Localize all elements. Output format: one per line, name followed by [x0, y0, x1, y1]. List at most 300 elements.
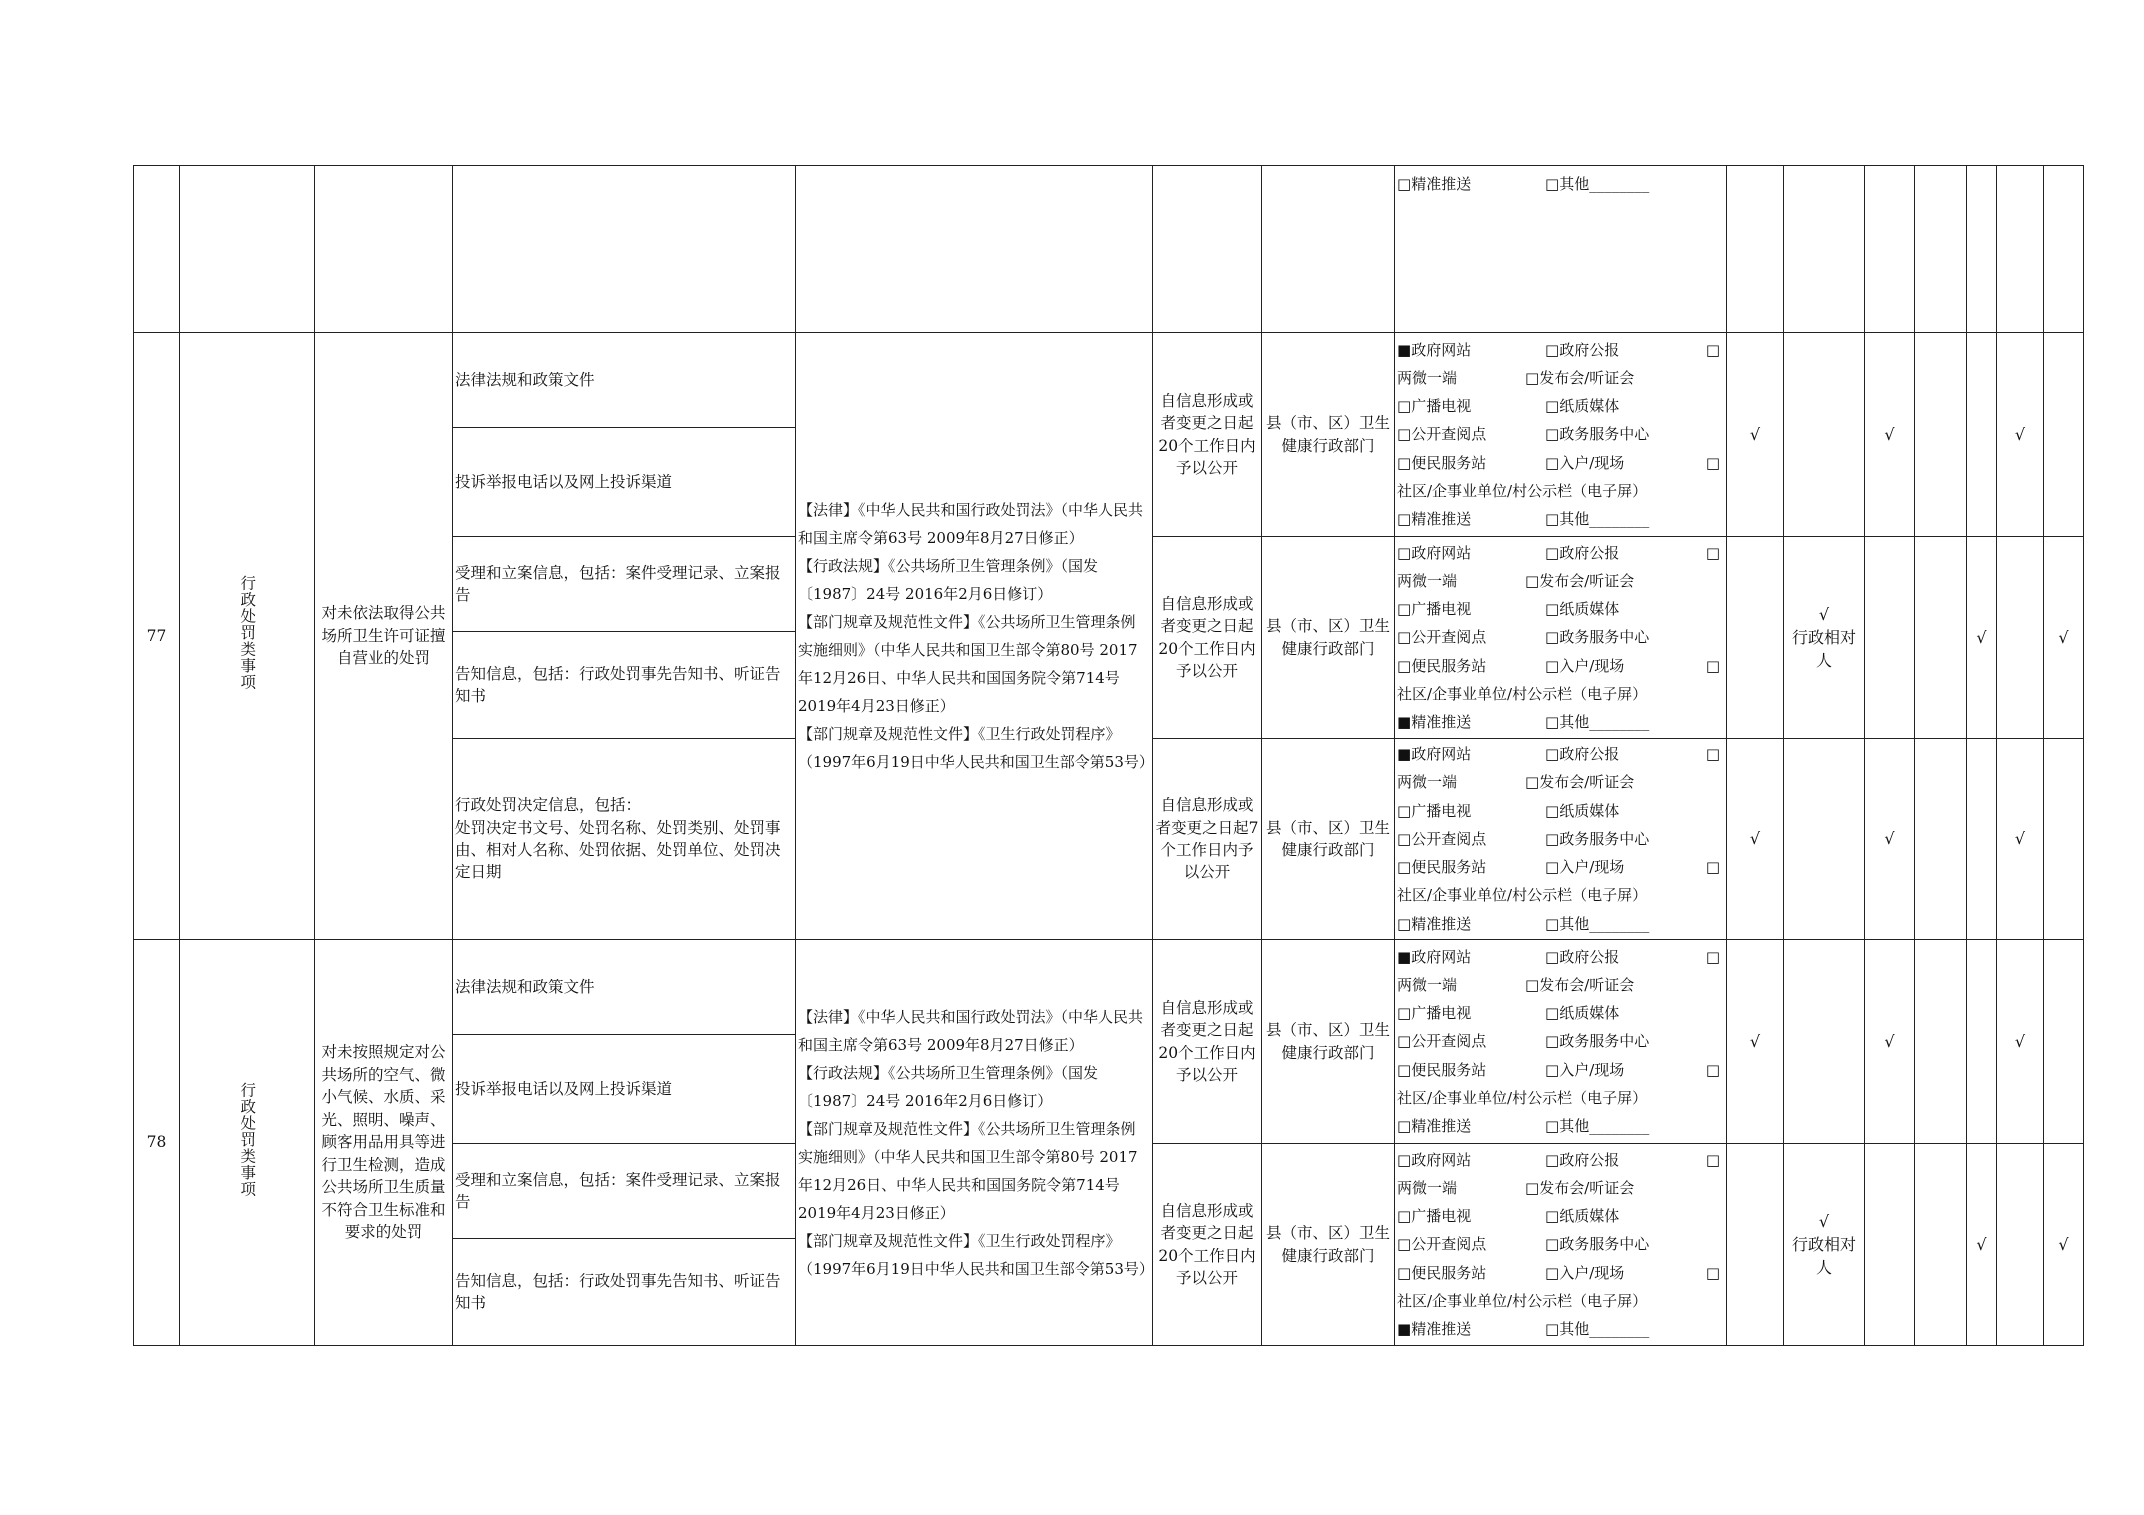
channel-label: 政府公报	[1559, 340, 1620, 359]
channel-label: 精准推送	[1411, 510, 1472, 528]
channel-community	[1397, 1287, 1724, 1315]
channel-label: 社区/企事业单位/村公示栏（电子屏）	[1397, 481, 1648, 500]
channel-label: 精准推送	[1411, 1320, 1472, 1338]
check-cell	[1865, 537, 1915, 739]
checkbox-icon	[1704, 1259, 1724, 1287]
table-row	[134, 166, 2084, 333]
check-mark: √	[1818, 604, 1830, 624]
channel-door_to_door	[1545, 652, 1704, 680]
channel-line	[1397, 1287, 1724, 1315]
check-cell: √	[1997, 940, 2044, 1144]
checkbox-icon: □	[1397, 829, 1412, 848]
channel-label: 政务服务中心	[1559, 1032, 1650, 1051]
channel-label: 发布会/听证会	[1539, 368, 1635, 387]
channel-line	[1397, 364, 1724, 392]
checkbox-icon: □	[1397, 397, 1412, 416]
content-item: 法律法规和政策文件	[453, 333, 796, 428]
channel-label: 政府公报	[1559, 745, 1620, 764]
channel-label: 精准推送	[1411, 713, 1472, 731]
channel-label: 其他________	[1559, 510, 1650, 528]
channel-label: 社区/企事业单位/村公示栏（电子屏）	[1397, 1088, 1648, 1107]
checkbox-icon: □	[1705, 947, 1720, 966]
channel-line	[1397, 881, 1724, 909]
empty-cell	[2044, 166, 2084, 333]
checkbox-icon: □	[1705, 543, 1720, 562]
channel-line	[1397, 336, 1724, 364]
channel-convenience	[1397, 1259, 1545, 1287]
empty-cell	[1915, 166, 1967, 333]
channel-paper_media	[1545, 1202, 1724, 1230]
content-item: 告知信息，包括：行政处罚事先告知书、听证告知书	[453, 1239, 796, 1346]
check-cell	[1915, 333, 1967, 537]
check-cell	[2044, 333, 2084, 537]
check-cell	[1727, 537, 1784, 739]
disclosure-timeline: 自信息形成或者变更之日起20个工作日内予以公开	[1153, 940, 1262, 1144]
channel-line	[1397, 910, 1724, 938]
channel-label: 政府公报	[1559, 1150, 1620, 1169]
check-cell	[1967, 333, 1997, 537]
empty-cell	[1997, 166, 2044, 333]
checkbox-icon: □	[1397, 1060, 1412, 1079]
channel-paper_media	[1545, 999, 1724, 1027]
check-cell	[1784, 739, 1865, 940]
checkbox-icon: □	[1545, 425, 1560, 444]
channel-gov_gazette	[1545, 1146, 1704, 1174]
channel-line	[1397, 539, 1724, 567]
channel-label: 公开查阅点	[1411, 829, 1487, 848]
channel-two_micro	[1397, 768, 1457, 796]
channel-door_to_door	[1545, 1056, 1704, 1084]
channels-cell	[1395, 1144, 1727, 1346]
disclosure-table	[133, 165, 2084, 1346]
checkbox-icon: □	[1545, 543, 1560, 562]
checkbox-icon: □	[1545, 914, 1560, 933]
checkbox-icon: □	[1705, 1263, 1720, 1282]
channel-precise_push	[1397, 708, 1545, 736]
channel-line	[1397, 1230, 1724, 1258]
check-cell	[1865, 1144, 1915, 1346]
channel-label: 政府网站	[1411, 340, 1472, 359]
channel-label: 其他________	[1559, 1117, 1650, 1135]
channel-line	[1397, 1202, 1724, 1230]
check-cell: √	[1865, 739, 1915, 940]
channel-label: 政府网站	[1411, 947, 1472, 966]
channel-line	[1397, 999, 1724, 1027]
channel-hearing	[1525, 1174, 1634, 1202]
channel-label: 社区/企事业单位/村公示栏（电子屏）	[1397, 1291, 1648, 1310]
empty-cell	[1784, 166, 1865, 333]
channel-other	[1545, 505, 1724, 533]
channel-label: 便民服务站	[1411, 453, 1487, 472]
checkbox-icon: □	[1397, 1207, 1412, 1226]
check-cell	[1915, 537, 1967, 739]
channel-label: 公开查阅点	[1411, 1235, 1487, 1254]
check-cell: √	[1967, 1144, 1997, 1346]
checkbox-icon: □	[1397, 453, 1412, 472]
check-cell: √	[1865, 333, 1915, 537]
channel-line	[1397, 853, 1724, 881]
checkbox-icon: □	[1397, 1117, 1412, 1135]
checkbox-icon: □	[1545, 1032, 1560, 1051]
channel-gov_gazette	[1545, 943, 1704, 971]
channel-line	[1397, 1027, 1724, 1055]
channels-cell	[1395, 537, 1727, 739]
checkbox-icon: □	[1545, 829, 1560, 848]
channel-line	[1397, 943, 1724, 971]
checkbox-icon: □	[1705, 656, 1720, 675]
channel-label: 发布会/听证会	[1539, 773, 1635, 792]
channel-label: 精准推送	[1411, 175, 1472, 193]
disclosure-timeline: 自信息形成或者变更之日起20个工作日内予以公开	[1153, 1144, 1262, 1346]
channel-broadcast	[1397, 392, 1545, 420]
checkbox-icon: □	[1545, 1235, 1560, 1254]
empty-cell	[1727, 166, 1784, 333]
channel-line	[1397, 1146, 1724, 1174]
matter-name: 对未按照规定对公共场所的空气、微小气候、水质、采光、照明、噪声、顾客用品用具等进行卫生检测，造成公共场所卫生质量不符合卫生标准和要求的处罚	[315, 940, 453, 1346]
channel-other	[1545, 170, 1724, 198]
content-item: 告知信息，包括：行政处罚事先告知书、听证告知书	[453, 632, 796, 739]
checkbox-icon: ■	[1397, 340, 1412, 359]
channel-community	[1397, 477, 1724, 505]
channel-label: 其他________	[1559, 713, 1650, 731]
check-cell: √	[1997, 739, 2044, 940]
channel-service_center	[1545, 1230, 1724, 1258]
channel-gov_site	[1397, 539, 1545, 567]
channel-label: 便民服务站	[1411, 1263, 1487, 1282]
channels-cell	[1395, 739, 1727, 940]
empty-cell	[1153, 166, 1262, 333]
channel-gov_site	[1397, 336, 1545, 364]
disclosure-subject: 县（市、区）卫生健康行政部门	[1262, 739, 1395, 940]
channel-line	[1397, 505, 1724, 533]
empty-cell	[796, 166, 1153, 333]
channel-label: 社区/企事业单位/村公示栏（电子屏）	[1397, 684, 1648, 703]
channel-label: 社区/企事业单位/村公示栏（电子屏）	[1397, 886, 1648, 905]
channel-line	[1397, 623, 1724, 651]
channel-label: 两微一端	[1397, 773, 1458, 792]
channel-line	[1397, 595, 1724, 623]
channel-line	[1397, 971, 1724, 999]
empty-cell	[1262, 166, 1395, 333]
checkbox-icon	[1704, 1146, 1724, 1174]
channel-label: 纸质媒体	[1559, 600, 1620, 619]
table-row	[134, 333, 2084, 428]
channel-public_review	[1397, 825, 1545, 853]
disclosure-timeline: 自信息形成或者变更之日起20个工作日内予以公开	[1153, 333, 1262, 537]
checkbox-icon: □	[1525, 975, 1540, 994]
channel-label: 两微一端	[1397, 571, 1458, 590]
channel-community	[1397, 1084, 1724, 1112]
check-cell	[1997, 537, 2044, 739]
channel-label: 广播电视	[1411, 801, 1472, 820]
checkbox-icon	[1704, 943, 1724, 971]
channel-door_to_door	[1545, 449, 1704, 477]
checkbox-icon: □	[1545, 1263, 1560, 1282]
channel-precise_push	[1397, 1315, 1545, 1343]
checkbox-icon	[1704, 1056, 1724, 1084]
channel-hearing	[1525, 364, 1634, 392]
disclosure-subject: 县（市、区）卫生健康行政部门	[1262, 1144, 1395, 1346]
checkbox-icon: □	[1545, 1320, 1560, 1338]
empty-cell	[134, 166, 180, 333]
check-cell	[1915, 940, 1967, 1144]
checkbox-icon: □	[1397, 425, 1412, 444]
channel-label: 政务服务中心	[1559, 1235, 1650, 1254]
checkbox-icon: □	[1545, 713, 1560, 731]
channel-label: 纸质媒体	[1559, 801, 1620, 820]
checkbox-icon: □	[1545, 628, 1560, 647]
disclosure-timeline: 自信息形成或者变更之日起7个工作日内予以公开	[1153, 739, 1262, 940]
checkbox-icon: □	[1545, 656, 1560, 675]
channel-line	[1397, 170, 1724, 198]
matter-name: 对未依法取得公共场所卫生许可证擅自营业的处罚	[315, 333, 453, 940]
channel-other	[1545, 1112, 1724, 1140]
channel-label: 其他________	[1559, 175, 1650, 193]
disclosure-timeline: 自信息形成或者变更之日起20个工作日内予以公开	[1153, 537, 1262, 739]
channel-line	[1397, 797, 1724, 825]
channel-label: 广播电视	[1411, 397, 1472, 416]
channel-paper_media	[1545, 392, 1724, 420]
checkbox-icon: □	[1525, 773, 1540, 792]
channel-gov_site	[1397, 740, 1545, 768]
channel-line	[1397, 708, 1724, 736]
channel-label: 便民服务站	[1411, 1060, 1487, 1079]
row-number: 77	[134, 333, 180, 940]
channel-label: 入户/现场	[1559, 453, 1625, 472]
checkbox-icon: □	[1397, 858, 1412, 877]
channel-gov_gazette	[1545, 336, 1704, 364]
channel-line	[1397, 680, 1724, 708]
checkbox-icon: □	[1397, 1235, 1412, 1254]
content-item: 法律法规和政策文件	[453, 940, 796, 1035]
channel-line	[1397, 1112, 1724, 1140]
channel-public_review	[1397, 1230, 1545, 1258]
check-cell	[1915, 739, 1967, 940]
row-number: 78	[134, 940, 180, 1346]
checkbox-icon: □	[1397, 914, 1412, 933]
channel-gov_site	[1397, 943, 1545, 971]
checkbox-icon: □	[1545, 1117, 1560, 1135]
checkbox-icon: □	[1545, 1004, 1560, 1023]
channel-line	[1397, 567, 1724, 595]
scope-label: 行政相对人	[1791, 1234, 1856, 1278]
channel-broadcast	[1397, 999, 1545, 1027]
checkbox-icon: □	[1545, 175, 1560, 193]
channel-label: 两微一端	[1397, 975, 1458, 994]
channel-line	[1397, 652, 1724, 680]
checkbox-icon: □	[1525, 1178, 1540, 1197]
channel-label: 入户/现场	[1559, 656, 1625, 675]
channel-line	[1397, 768, 1724, 796]
disclosure-subject: 县（市、区）卫生健康行政部门	[1262, 940, 1395, 1144]
channel-label: 公开查阅点	[1411, 628, 1487, 647]
channel-label: 发布会/听证会	[1539, 975, 1635, 994]
channel-label: 其他________	[1559, 1320, 1650, 1338]
disclosure-subject: 县（市、区）卫生健康行政部门	[1262, 333, 1395, 537]
check-cell: √	[1727, 739, 1784, 940]
channel-hearing	[1525, 768, 1634, 796]
channel-precise_push	[1397, 505, 1545, 533]
checkbox-icon: □	[1705, 1060, 1720, 1079]
channels-cell	[1395, 166, 1727, 333]
checkbox-icon: □	[1397, 1263, 1412, 1282]
channel-precise_push	[1397, 170, 1545, 198]
check-cell: √	[2044, 537, 2084, 739]
channel-label: 政务服务中心	[1559, 829, 1650, 848]
channel-line	[1397, 420, 1724, 448]
channel-label: 政务服务中心	[1559, 628, 1650, 647]
channel-convenience	[1397, 449, 1545, 477]
check-cell	[1784, 940, 1865, 1144]
channel-two_micro	[1397, 567, 1457, 595]
channel-paper_media	[1545, 797, 1724, 825]
check-cell	[1784, 537, 1865, 739]
checkbox-icon: □	[1397, 175, 1412, 193]
channel-service_center	[1545, 420, 1724, 448]
checkbox-icon: ■	[1397, 713, 1412, 731]
checkbox-icon: □	[1545, 1060, 1560, 1079]
checkbox-icon: □	[1705, 453, 1720, 472]
checkbox-icon	[1704, 449, 1724, 477]
channel-label: 政府网站	[1411, 543, 1472, 562]
category-cell	[180, 333, 315, 940]
empty-cell	[180, 166, 315, 333]
checkbox-icon: □	[1545, 801, 1560, 820]
disclosure-subject: 县（市、区）卫生健康行政部门	[1262, 537, 1395, 739]
channel-label: 精准推送	[1411, 914, 1472, 933]
channel-label: 两微一端	[1397, 368, 1458, 387]
channel-line	[1397, 1259, 1724, 1287]
check-cell: √	[1967, 537, 1997, 739]
checkbox-icon: □	[1705, 340, 1720, 359]
check-cell: √	[1727, 333, 1784, 537]
channel-label: 便民服务站	[1411, 656, 1487, 675]
channel-label: 政务服务中心	[1559, 425, 1650, 444]
content-item: 受理和立案信息，包括：案件受理记录、立案报告	[453, 537, 796, 632]
content-item: 行政处罚决定信息，包括： 处罚决定书文号、处罚名称、处罚类别、处罚事由、相对人名称、处罚依据、处罚单位、处罚决定日期	[453, 739, 796, 940]
checkbox-icon: ■	[1397, 745, 1412, 764]
category-cell	[180, 940, 315, 1346]
channel-community	[1397, 881, 1724, 909]
channel-door_to_door	[1545, 853, 1704, 881]
check-cell: √	[1865, 940, 1915, 1144]
checkbox-icon: □	[1397, 600, 1412, 619]
checkbox-icon: □	[1397, 1150, 1412, 1169]
channel-label: 广播电视	[1411, 1207, 1472, 1226]
checkbox-icon: □	[1705, 1150, 1720, 1169]
channel-public_review	[1397, 420, 1545, 448]
channel-line	[1397, 449, 1724, 477]
channel-hearing	[1525, 971, 1634, 999]
check-cell	[2044, 739, 2084, 940]
empty-cell	[1967, 166, 1997, 333]
content-item: 受理和立案信息，包括：案件受理记录、立案报告	[453, 1144, 796, 1239]
channel-label: 公开查阅点	[1411, 425, 1487, 444]
channel-other	[1545, 910, 1724, 938]
checkbox-icon: □	[1397, 628, 1412, 647]
channel-label: 纸质媒体	[1559, 1207, 1620, 1226]
checkbox-icon	[1704, 539, 1724, 567]
channel-gov_gazette	[1545, 539, 1704, 567]
check-cell	[1967, 739, 1997, 940]
channel-two_micro	[1397, 971, 1457, 999]
channel-label: 纸质媒体	[1559, 1004, 1620, 1023]
channel-service_center	[1545, 825, 1724, 853]
check-mark: √	[1818, 1211, 1830, 1231]
checkbox-icon: □	[1545, 947, 1560, 966]
legal-basis: 【法律】《中华人民共和国行政处罚法》（中华人民共和国主席令第63号 2009年8月27日修正） 【行政法规】《公共场所卫生管理条例》（国发〔1987〕24号 2016年2月6日修订） 【部门规章及规范性文件】《公共场所卫生管理条例实施细则》（中华人民共和国卫生部令第80号 2017年12月26日、中华人民共和国国务院令第714号 2019年4月23日修正） 【部门规章及规范性文件】《卫生行政处罚程序》（1997年6月19日中华人民共和国卫生部令第53号）	[796, 940, 1153, 1346]
channel-broadcast	[1397, 797, 1545, 825]
channel-gov_site	[1397, 1146, 1545, 1174]
checkbox-icon: □	[1705, 745, 1720, 764]
channel-broadcast	[1397, 1202, 1545, 1230]
checkbox-icon: □	[1545, 510, 1560, 528]
channel-line	[1397, 740, 1724, 768]
empty-cell	[1865, 166, 1915, 333]
legal-basis: 【法律】《中华人民共和国行政处罚法》（中华人民共和国主席令第63号 2009年8月27日修正） 【行政法规】《公共场所卫生管理条例》（国发〔1987〕24号 2016年2月6日修订） 【部门规章及规范性文件】《公共场所卫生管理条例实施细则》（中华人民共和国卫生部令第80号 2017年12月26日、中华人民共和国国务院令第714号 2019年4月23日修正） 【部门规章及规范性文件】《卫生行政处罚程序》（1997年6月19日中华人民共和国卫生部令第53号）	[796, 333, 1153, 940]
checkbox-icon: □	[1397, 510, 1412, 528]
check-cell	[1915, 1144, 1967, 1346]
channel-label: 入户/现场	[1559, 1060, 1625, 1079]
channel-line	[1397, 1056, 1724, 1084]
checkbox-icon: □	[1545, 340, 1560, 359]
content-item: 投诉举报电话以及网上投诉渠道	[453, 1035, 796, 1144]
channel-broadcast	[1397, 595, 1545, 623]
scope-label: 行政相对人	[1791, 627, 1856, 671]
checkbox-icon: □	[1545, 600, 1560, 619]
check-cell	[1727, 1144, 1784, 1346]
channel-line	[1397, 477, 1724, 505]
checkbox-icon: ■	[1397, 1320, 1412, 1338]
channel-label: 便民服务站	[1411, 858, 1487, 877]
checkbox-icon: □	[1525, 571, 1540, 590]
channel-precise_push	[1397, 910, 1545, 938]
checkbox-icon: □	[1545, 745, 1560, 764]
channel-label: 精准推送	[1411, 1117, 1472, 1135]
table-row	[134, 940, 2084, 1035]
checkbox-icon: □	[1545, 453, 1560, 472]
channel-label: 公开查阅点	[1411, 1032, 1487, 1051]
check-cell	[1997, 1144, 2044, 1346]
empty-cell	[453, 166, 796, 333]
channel-two_micro	[1397, 1174, 1457, 1202]
channel-other	[1545, 1315, 1724, 1343]
check-cell	[1784, 1144, 1865, 1346]
checkbox-icon	[1704, 336, 1724, 364]
channel-convenience	[1397, 853, 1545, 881]
checkbox-icon	[1704, 853, 1724, 881]
check-cell	[2044, 940, 2084, 1144]
channel-service_center	[1545, 1027, 1724, 1055]
channel-community	[1397, 680, 1724, 708]
channel-line	[1397, 1315, 1724, 1343]
channel-label: 政府公报	[1559, 947, 1620, 966]
channel-convenience	[1397, 652, 1545, 680]
channels-cell	[1395, 940, 1727, 1144]
channel-line	[1397, 1084, 1724, 1112]
channel-label: 政府公报	[1559, 543, 1620, 562]
channel-line	[1397, 392, 1724, 420]
channels-cell	[1395, 333, 1727, 537]
channel-paper_media	[1545, 595, 1724, 623]
channel-label: 广播电视	[1411, 600, 1472, 619]
check-cell	[1784, 333, 1865, 537]
channel-label: 入户/现场	[1559, 858, 1625, 877]
check-cell: √	[2044, 1144, 2084, 1346]
channel-hearing	[1525, 567, 1634, 595]
channel-line	[1397, 825, 1724, 853]
channel-label: 纸质媒体	[1559, 397, 1620, 416]
